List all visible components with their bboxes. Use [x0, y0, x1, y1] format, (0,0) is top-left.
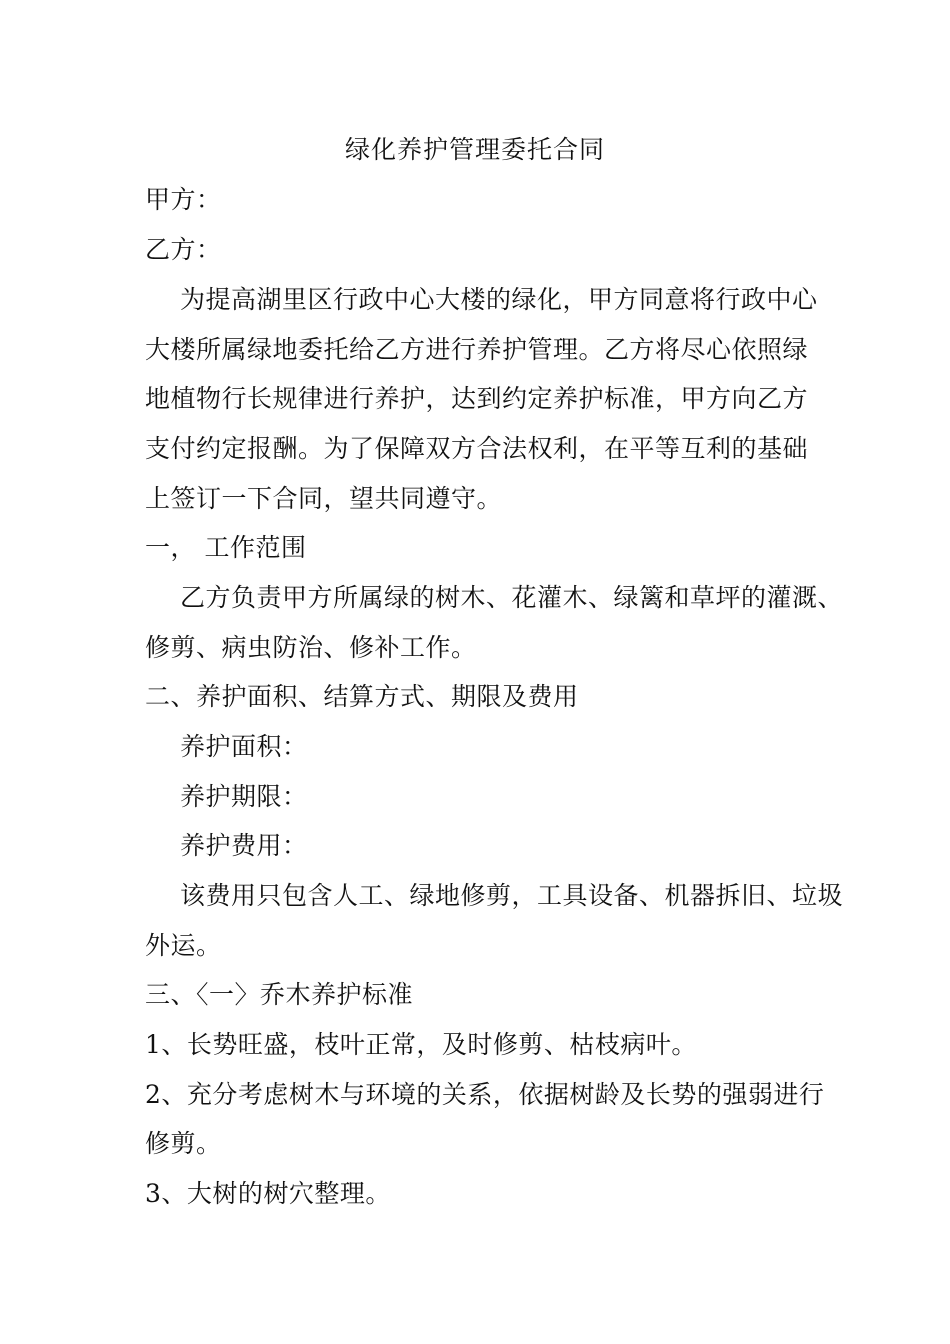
maintenance-area-label: 养护面积： [180, 732, 308, 761]
section2-heading: 二、养护面积、结算方式、期限及费用 [145, 682, 579, 711]
standard-item: 修剪。 [145, 1129, 222, 1158]
section1-body-line: 乙方负责甲方所属绿的树木、花灌木、绿篱和草坪的灌溉、 [180, 583, 844, 612]
document-title: 绿化养护管理委托合同 [344, 135, 605, 164]
party-a-label: 甲方： [145, 185, 222, 214]
fee-note-line: 该费用只包含人工、绿地修剪，工具设备、机器拆旧、垃圾 [180, 881, 844, 910]
fee-note-line: 外运。 [145, 931, 222, 960]
maintenance-fee-label: 养护费用： [180, 831, 308, 860]
standard-item: 2、充分考虑树木与环境的关系，依据树龄及长势的强弱进行 [145, 1080, 825, 1109]
intro-line: 为提高湖里区行政中心大楼的绿化，甲方同意将行政中心 [180, 285, 818, 314]
standard-item: 1、长势旺盛，枝叶正常，及时修剪、枯枝病叶。 [145, 1030, 697, 1059]
section1-heading: 一， 工作范围 [145, 533, 307, 562]
section1-body-line: 修剪、病虫防治、修补工作。 [145, 633, 477, 662]
party-b-label: 乙方： [145, 235, 222, 264]
intro-line: 大楼所属绿地委托给乙方进行养护管理。乙方将尽心依照绿 [145, 335, 809, 364]
intro-line: 地植物行长规律进行养护，达到约定养护标准，甲方向乙方 [145, 384, 809, 413]
intro-line: 上签订一下合同，望共同遵守。 [145, 484, 503, 513]
intro-line: 支付约定报酬。为了保障双方合法权利，在平等互利的基础 [145, 434, 809, 463]
section3-heading: 三、〈一〉乔木养护标准 [145, 980, 414, 1009]
maintenance-term-label: 养护期限： [180, 782, 308, 811]
standard-item: 3、大树的树穴整理。 [145, 1179, 391, 1208]
